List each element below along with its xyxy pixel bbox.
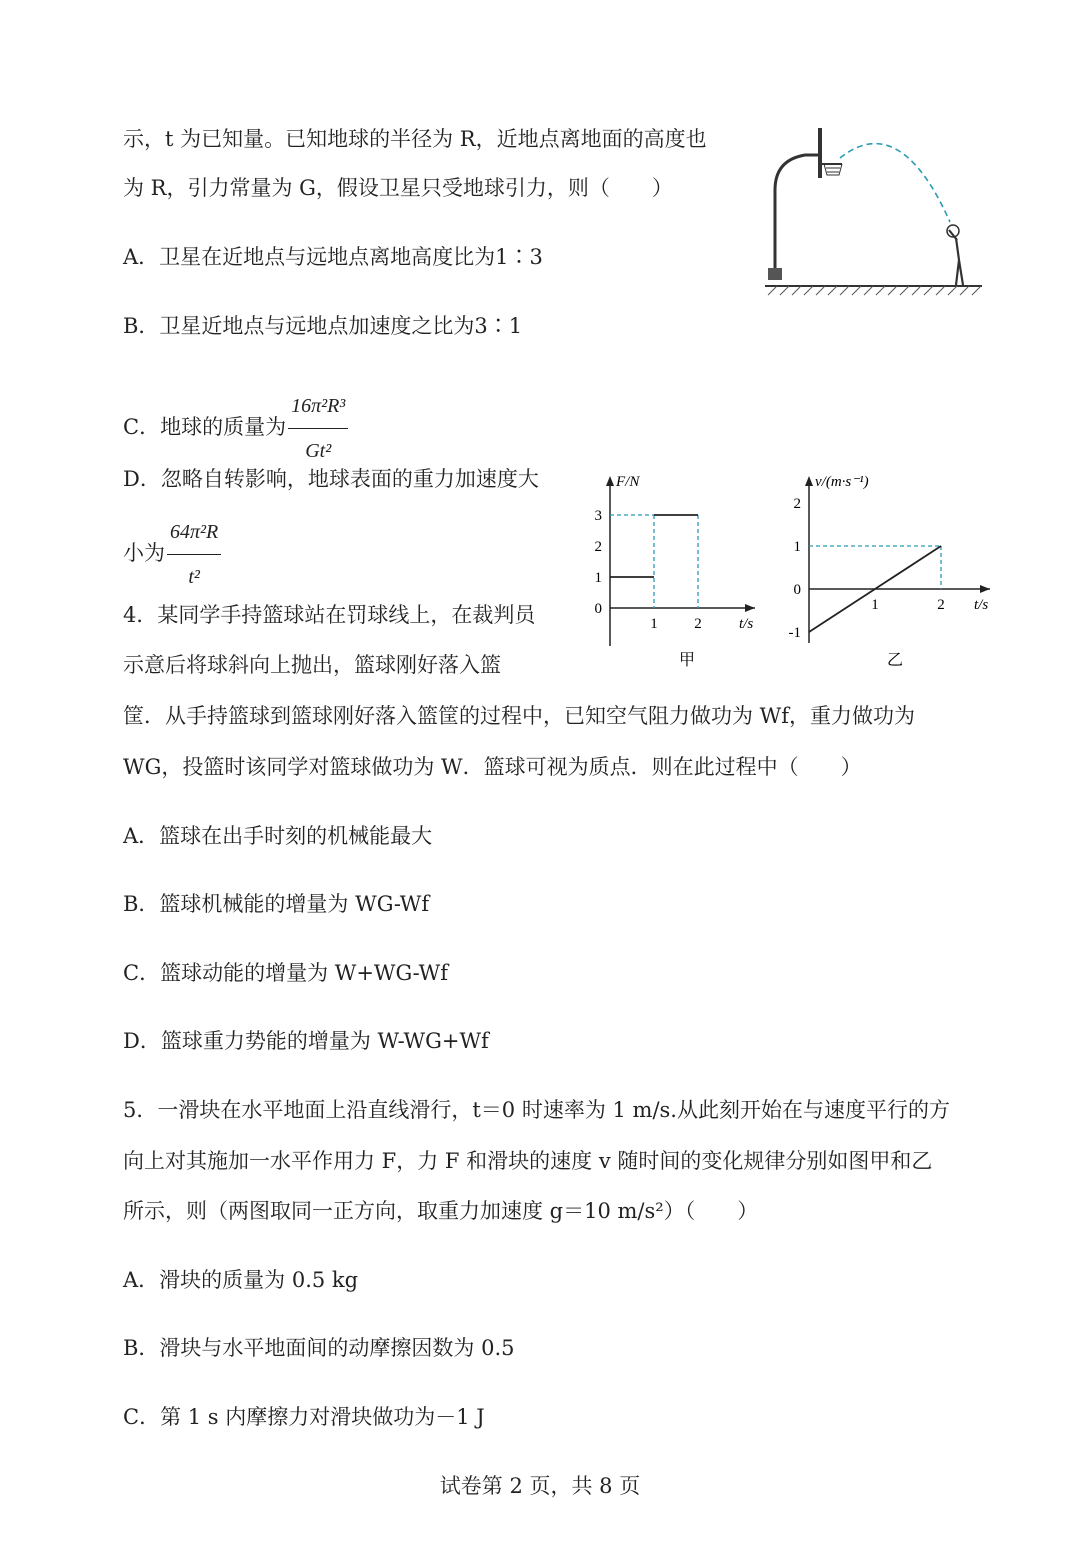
velocity-time-chart [785,468,1015,678]
x-tick-label: 1 [650,616,658,632]
x-axis-arrow [745,604,755,612]
ball-trajectory [840,144,950,222]
q3-option-a: A．卫星在近地点与远地点离地高度比为1∶3 [123,245,543,269]
player-figure [949,230,963,285]
q4-option-a: A．篮球在出手时刻的机械能最大 [123,824,433,848]
ground-hatching [768,286,981,295]
q3-option-d-line2 [123,512,221,597]
q4-option-b: B．篮球机械能的增量为 WG-Wf [123,892,430,916]
x-tick-label: 2 [937,597,945,613]
x-axis-arrow [980,585,990,593]
y-tick-label: 0 [793,582,801,598]
q3-option-b: B．卫星近地点与远地点加速度之比为3∶1 [123,314,523,338]
y-tick-label: 2 [594,539,602,555]
y-tick-label: 2 [793,496,801,512]
y-axis-label: v/(m·s⁻¹) [815,474,869,490]
y-tick-label: 1 [793,539,801,555]
q5-option-b: B．滑块与水平地面间的动摩擦因数为 0.5 [123,1336,515,1360]
y-tick-label: 1 [594,570,602,586]
q4-stem-line3: 筐．从手持篮球到篮球刚好落入篮筐的过程中，已知空气阻力做功为 Wf，重力做功为 [123,704,916,728]
y-tick-label: 3 [594,508,602,524]
y-axis-arrow [805,476,813,486]
q5-option-c: C．第 1 s 内摩擦力对滑块做功为－1 J [123,1405,485,1429]
q3-option-c-fraction [288,386,348,471]
chart-title: 甲 [678,652,696,669]
q5-stem-line1: 5．一滑块在水平地面上沿直线滑行，t＝0 时速率为 1 m/s.从此刻开始在与速度平行的方 [123,1098,950,1122]
q3-option-d-fraction [167,512,221,597]
q5-stem-line2: 向上对其施加一水平作用力 F，力 F 和滑块的速度 v 随时间的变化规律分别如图甲和乙 [123,1149,933,1173]
y-tick-label: 0 [594,601,602,617]
q3-option-c-prefix: C．地球的质量为 [123,415,287,439]
q4-option-d: D．篮球重力势能的增量为 W-WG+Wf [123,1029,489,1053]
fraction-denominator: t² [188,566,200,588]
hoop-pole [775,155,820,272]
q5-option-a: A．滑块的质量为 0.5 kg [123,1268,359,1292]
q3-option-c [123,386,348,471]
q4-stem-line1: 4．某同学手持篮球站在罚球线上，在裁判员 [123,603,536,627]
q5-stem-line3: 所示，则（两图取同一正方向，取重力加速度 g＝10 m/s²）（ ） [123,1199,759,1223]
q4-stem-line2: 示意后将球斜向上抛出，篮球刚好落入篮 [123,653,501,677]
x-tick-label: 1 [871,597,879,613]
chart-title: 乙 [886,652,904,669]
q3-option-d-line1: D．忽略自转影响，地球表面的重力加速度大 [123,467,539,491]
x-axis-label: t/s [739,616,754,632]
fraction-numerator: 16π²R³ [288,386,348,429]
fraction-numerator: 64π²R [167,512,221,555]
q3-option-d-prefix: 小为 [123,541,165,565]
x-axis-label: t/s [974,597,989,613]
y-axis-arrow [606,476,614,486]
basketball-illustration [760,120,990,305]
q3-stem-line2: 为 R，引力常量为 G，假设卫星只受地球引力，则（ ） [123,176,673,200]
page-footer: 试卷第 2 页，共 8 页 [439,1474,641,1498]
q4-option-c: C．篮球动能的增量为 W+WG-Wf [123,961,448,985]
fraction-denominator: Gt² [305,440,332,462]
y-tick-label: -1 [788,625,801,641]
pole-base [768,268,782,280]
q3-stem-line1: 示，t 为已知量。已知地球的半径为 R，近地点离地面的高度也 [123,127,707,151]
net [824,164,842,175]
x-tick-label: 2 [694,616,702,632]
y-axis-label: F/N [616,474,640,490]
q4-stem-line4: WG，投篮时该同学对篮球做功为 W．篮球可视为质点．则在此过程中（ ） [123,755,862,779]
force-time-chart [590,468,780,678]
